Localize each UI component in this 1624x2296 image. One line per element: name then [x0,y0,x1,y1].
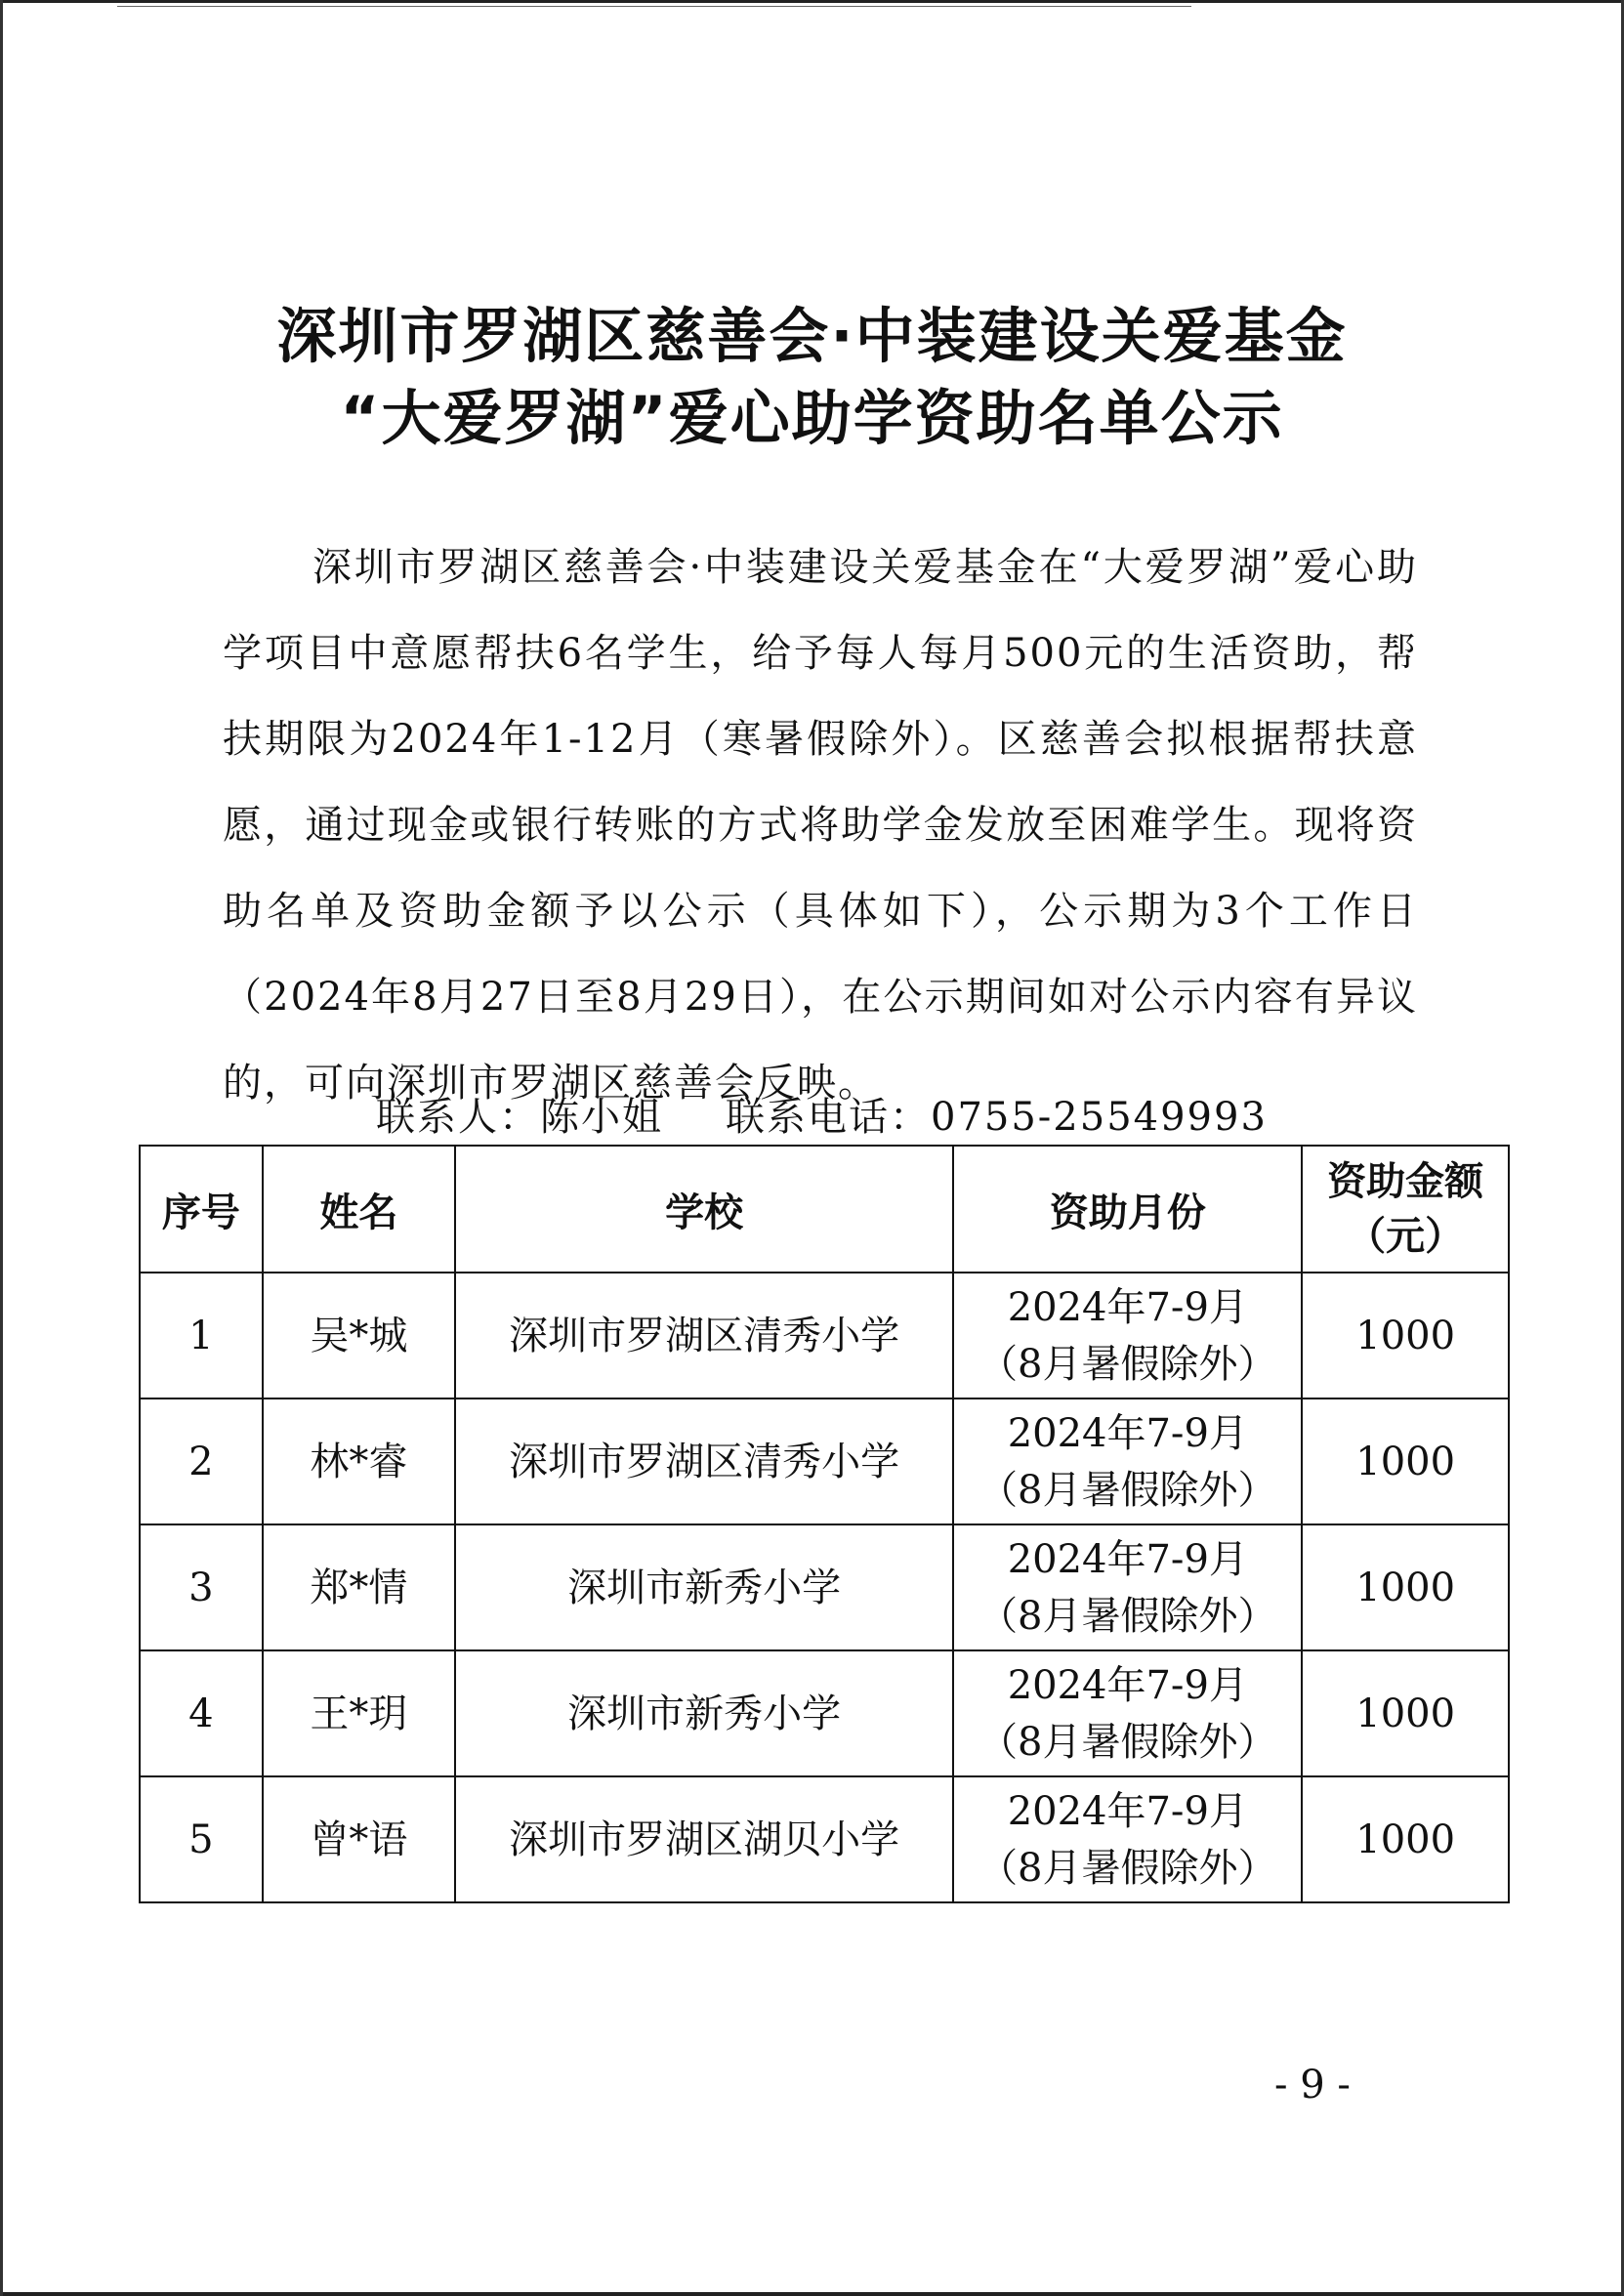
cell-months [953,1776,1302,1902]
cell-months-line1: 2024年7-9月 [1007,1788,1248,1834]
cell-index: 4 [140,1650,263,1776]
table-row [140,1273,1509,1398]
cell-amount: 1000 [1302,1776,1509,1902]
cell-months-line2: （8月暑假除外） [979,1719,1277,1765]
cell-amount: 1000 [1302,1524,1509,1650]
cell-amount: 1000 [1302,1273,1509,1398]
table-row [140,1398,1509,1524]
cell-name: 郑*情 [263,1524,455,1650]
table-row [140,1650,1509,1776]
header-amount-line2: （元） [1347,1214,1465,1259]
cell-school: 深圳市新秀小学 [455,1650,953,1776]
scan-border-bottom [0,2292,1624,2296]
cell-school: 深圳市罗湖区清秀小学 [455,1398,953,1524]
header-name: 姓名 [263,1146,455,1273]
cell-months-line2: （8月暑假除外） [979,1467,1277,1513]
cell-school: 深圳市罗湖区湖贝小学 [455,1776,953,1902]
cell-months-line1: 2024年7-9月 [1007,1410,1248,1456]
cell-months-line1: 2024年7-9月 [1007,1662,1248,1708]
cell-months-line2: （8月暑假除外） [979,1341,1277,1387]
cell-index: 5 [140,1776,263,1902]
table-row [140,1524,1509,1650]
document-title-line2: “大爱罗湖”爱心助学资助名单公示 [340,384,1284,453]
header-amount [1302,1146,1509,1273]
scan-border-top [0,0,1624,3]
cell-name: 林*睿 [263,1398,455,1524]
table-header-row [140,1146,1509,1273]
cell-index: 1 [140,1273,263,1398]
contact-phone: 联系电话：0755-25549993 [726,1095,1268,1140]
cell-months-line1: 2024年7-9月 [1007,1536,1248,1582]
cell-school: 深圳市罗湖区清秀小学 [455,1273,953,1398]
cell-months [953,1650,1302,1776]
announcement-paragraph: 深圳市罗湖区慈善会·中装建设关爱基金在“大爱罗湖”爱心助学项目中意愿帮扶6名学生，给予每人每月500元的生活资助，帮扶期限为2024年1-12月（寒暑假除外）。区慈善会拟根据帮扶意愿，通过现金或银行转账的方式将助学金发放至困难学生。现将资助名单及资助金额予以公示（具体如下），公示期为3个工作日（2024年8月27日至8月29日），在公示期间如对公示内容有异议的，可向深圳市罗湖区慈善会反映。 [223,545,1418,1106]
cell-name: 曾*语 [263,1776,455,1902]
cell-index: 2 [140,1398,263,1524]
scan-border-top-thin [117,6,1191,7]
table-row [140,1776,1509,1902]
cell-name: 王*玥 [263,1650,455,1776]
contact-person: 联系人：陈小姐 [376,1095,663,1140]
funding-table [139,1145,1510,1903]
cell-months [953,1273,1302,1398]
header-months: 资助月份 [953,1146,1302,1273]
cell-index: 3 [140,1524,263,1650]
cell-school: 深圳市新秀小学 [455,1524,953,1650]
page-number: - 9 - [1274,2063,1351,2108]
header-amount-line1: 资助金额 [1327,1159,1484,1204]
cell-name: 吴*城 [263,1273,455,1398]
cell-amount: 1000 [1302,1650,1509,1776]
header-school: 学校 [455,1146,953,1273]
cell-months [953,1398,1302,1524]
contact-line [376,1086,1268,1142]
cell-months [953,1524,1302,1650]
header-index: 序号 [140,1146,263,1273]
cell-months-line2: （8月暑假除外） [979,1593,1277,1639]
cell-amount: 1000 [1302,1398,1509,1524]
cell-months-line1: 2024年7-9月 [1007,1284,1248,1330]
cell-months-line2: （8月暑假除外） [979,1845,1277,1891]
document-title-line1: 深圳市罗湖区慈善会·中装建设关爱基金 [276,302,1348,371]
